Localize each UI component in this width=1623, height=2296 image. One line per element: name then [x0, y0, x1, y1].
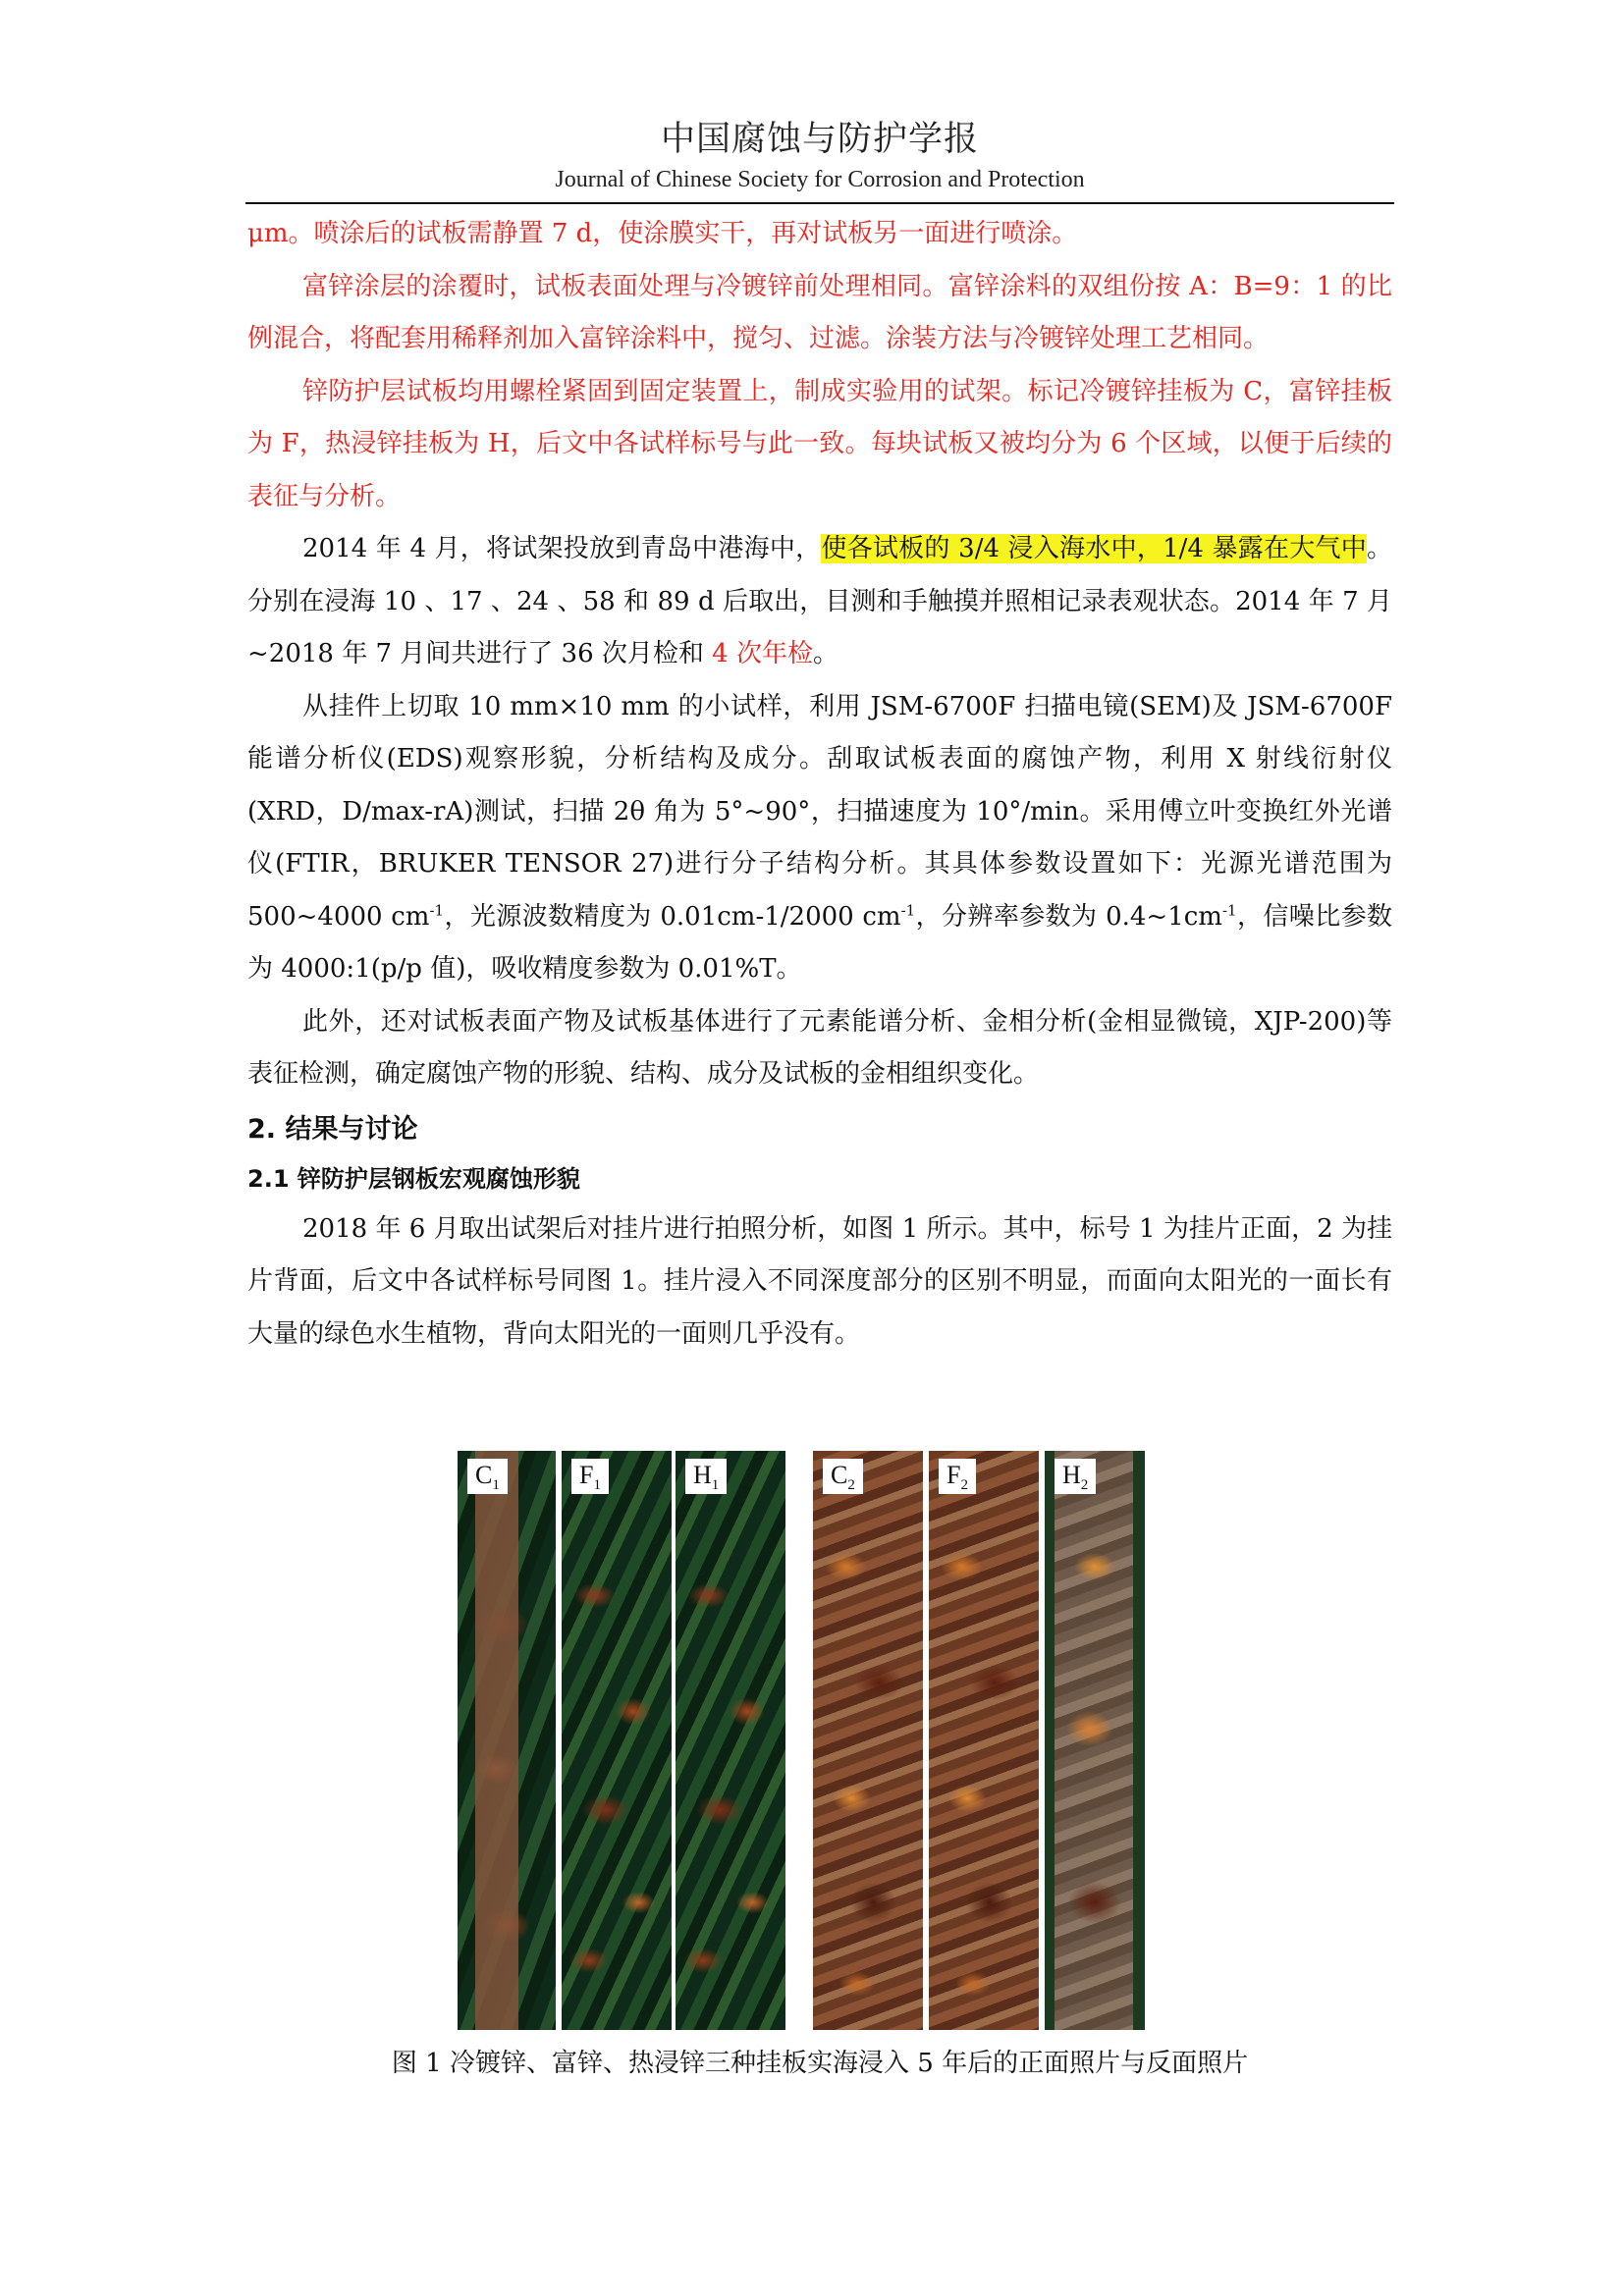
paragraph-3: 锌防护层试板均用螺栓紧固到固定装置上，制成实验用的试架。标记冷镀锌挂板为 C，富锌挂板为 F，热浸锌挂板为 H，后文中各试样标号与此一致。每块试板又被均分为 6 个区域，以便于后续的表征与分析。 [247, 376, 1392, 511]
panel-label-h2: $H_2$ [1055, 1459, 1096, 1494]
panel-label-f2: $F_2$ [939, 1459, 976, 1494]
p5-text-d: ，信噪比参数为 4000:1(p/p 值)，吸收精度参数为 0.01%T。 [247, 901, 1392, 984]
photo-panel-f1 [562, 1451, 672, 2030]
paragraph-6: 此外，还对试板表面产物及试板基体进行了元素能谱分析、金相分析(金相显微镜，XJP-200)等表征检测，确定腐蚀产物的形貌、结构、成分及试板的金相组织变化。 [247, 1006, 1392, 1089]
p5-sup-3: -1 [1221, 900, 1237, 919]
p4-text-b: 。分别在浸海 10 、17 、24 、58 和 89 d 后取出，目测和手触摸并照相记录表观状态。2014 年 7 月~2018 年 7 月间共进行了 36 次月检和 [247, 534, 1392, 668]
section-heading: 2. 结果与讨论 [247, 1113, 418, 1145]
article-body [247, 208, 1392, 1361]
panel-label-h1: $H_1$ [685, 1459, 727, 1494]
paragraph-1: μm。喷涂后的试板需静置 7 d，使涂膜实干，再对试板另一面进行喷涂。 [247, 219, 1078, 248]
journal-title-en: Journal of Chinese Society for Corrosion and Protection [555, 167, 1085, 192]
photo-panel-c1 [458, 1451, 556, 2030]
photo-panel-c2 [813, 1451, 923, 2030]
photo-panel-h1 [676, 1451, 785, 2030]
p5-sup-2: -1 [900, 900, 916, 919]
header-rule [245, 202, 1394, 204]
paragraph-4 [247, 523, 1392, 681]
p4-red-text: 4 次年检 [703, 639, 813, 668]
figure-1-photos [458, 1451, 1145, 2030]
journal-header [245, 116, 1394, 196]
photo-panel-h2 [1045, 1451, 1145, 2030]
subsection-heading: 2.1 锌防护层钢板宏观腐蚀形貌 [247, 1164, 580, 1193]
figure-caption: 图 1 冷镀锌、富锌、热浸锌三种挂板实海浸入 5 年后的正面照片与反面照片 [391, 2049, 1249, 2078]
p5-text-c: ，分辨率参数为 0.4~1cm [915, 901, 1222, 932]
panel-label-c2: $C_2$ [823, 1459, 863, 1494]
panel-label-f1: $F_1$ [571, 1459, 609, 1494]
p5-sup-1: -1 [429, 900, 445, 919]
p4-text-c: 。 [812, 639, 839, 668]
p5-text-b: ，光源波数精度为 0.01cm-1/2000 cm [444, 901, 901, 932]
paragraph-7: 2018 年 6 月取出试架后对挂片进行拍照分析，如图 1 所示。其中，标号 1 为挂片正面，2 为挂片背面，后文中各试样标号同图 1。挂片浸入不同深度部分的区别不明显，而面向太阳光的一面长有大量的绿色水生植物，背向太阳光的一面则几乎没有。 [247, 1213, 1392, 1349]
paragraph-2: 富锌涂层的涂覆时，试板表面处理与冷镀锌前处理相同。富锌涂料的双组份按 A：B=9：1 的比例混合，将配套用稀释剂加入富锌涂料中，搅匀、过滤。涂装方法与冷镀锌处理工艺相同。 [247, 271, 1392, 353]
p5-text-a: 从挂件上切取 10 mm×10 mm 的小试样，利用 JSM-6700F 扫描电镜(SEM)及 JSM-6700F 能谱分析仪(EDS)观察形貌，分析结构及成分。刮取试板表面的腐蚀产物，利用 X 射线衍射仪(XRD，D/max-rA)测试，扫描 2θ 角为 5°~90°，扫描速度为 10°/min。采用傅立叶变换红外光谱仪(FTIR，BRUKER TENSOR 27)进行分子结构分析。其具体参数设置如下：光源光谱范围为 500~4000 cm [247, 691, 1392, 932]
journal-title-cn: 中国腐蚀与防护学报 [660, 120, 979, 159]
photo-panel-f2 [929, 1451, 1039, 2030]
paragraph-5 [247, 681, 1392, 996]
p4-text-a: 2014 年 4 月，将试架投放到青岛中港海中， [302, 534, 822, 563]
p4-highlight: 使各试板的 3/4 浸入海水中，1/4 暴露在大气中 [821, 534, 1367, 563]
panel-label-c1: $C_1$ [467, 1459, 508, 1494]
